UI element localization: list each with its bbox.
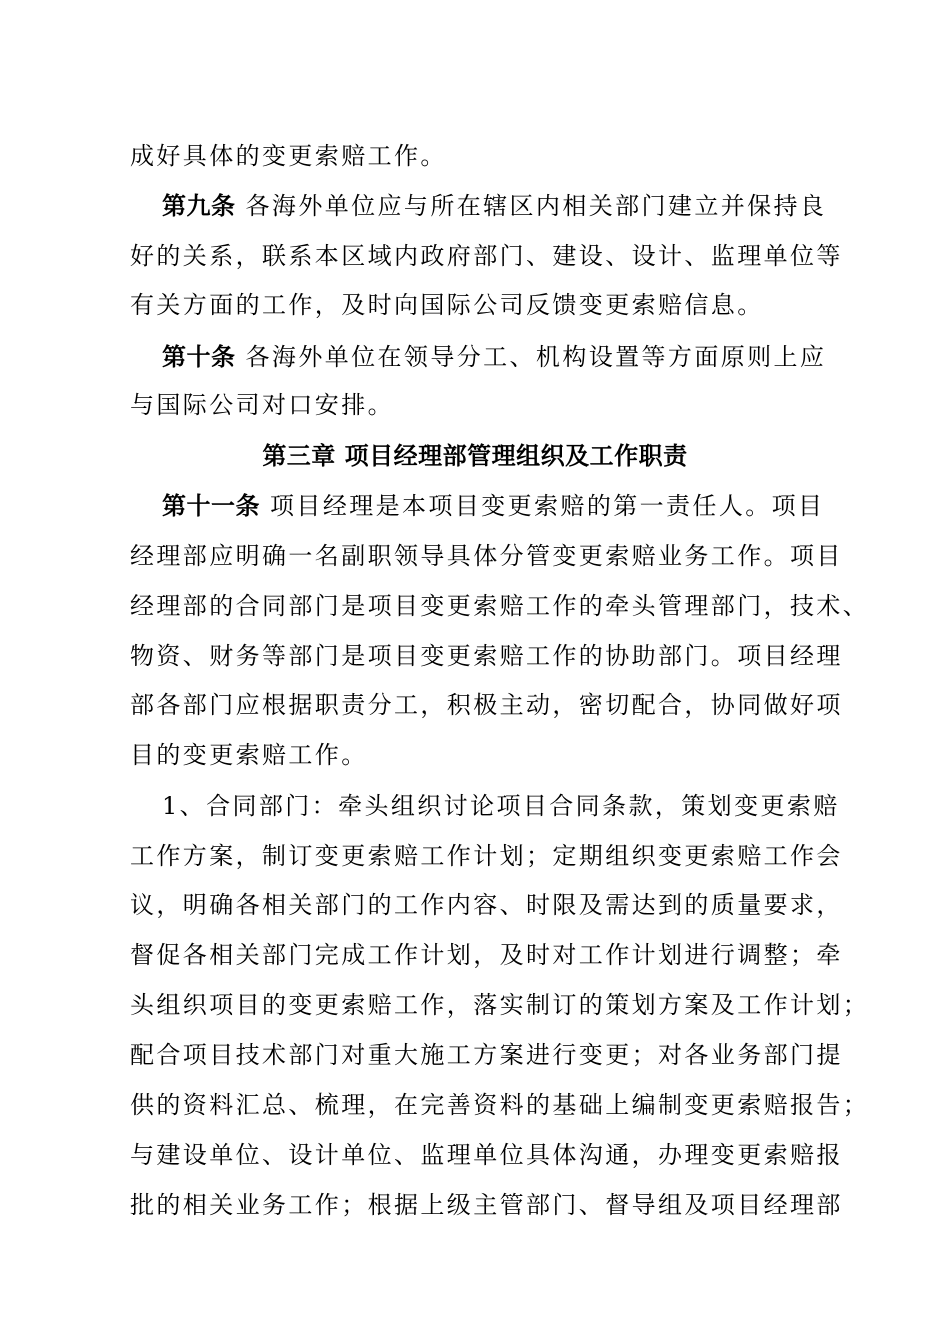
body-line <box>130 989 870 1021</box>
line-text: 与国际公司对口安排。 <box>130 391 394 419</box>
body-line <box>130 1189 850 1221</box>
body-line <box>130 840 850 872</box>
body-line <box>130 540 850 572</box>
line-text: 议，明确各相关部门的工作内容、时限及需达到的质量要求， <box>130 891 843 919</box>
article-11-first-line <box>162 490 850 522</box>
line-text: 成好具体的变更索赔工作。 <box>130 142 447 170</box>
body-line <box>130 140 850 172</box>
line-text: 物资、财务等部门是项目变更索赔工作的协助部门。项目经理 <box>130 642 843 670</box>
body-line <box>130 689 850 721</box>
line-text: 各海外单位在领导分工、机构设置等方面原则上应 <box>245 343 827 371</box>
line-text: 督促各相关部门完成工作计划，及时对工作计划进行调整；牵 <box>130 941 843 969</box>
line-text: 1、合同部门：牵头组织讨论项目合同条款，策划变更索赔 <box>162 792 840 820</box>
line-text: 有关方面的工作，及时向国际公司反馈变更索赔信息。 <box>130 291 764 319</box>
line-text: 好的关系，联系本区域内政府部门、建设、设计、监理单位等 <box>130 242 843 270</box>
line-text: 各海外单位应与所在辖区内相关部门建立并保持良 <box>245 192 827 220</box>
body-line <box>130 889 850 921</box>
article-9-label: 第九条 <box>162 192 236 220</box>
body-line <box>130 240 850 272</box>
line-text: 与建设单位、设计单位、监理单位具体沟通，办理变更索赔报 <box>130 1141 843 1169</box>
article-11-label: 第十一条 <box>162 492 260 520</box>
line-text: 项目经理是本项目变更索赔的第一责任人。项目 <box>270 492 825 520</box>
line-text: 经理部的合同部门是项目变更索赔工作的牵头管理部门，技术、 <box>130 592 870 620</box>
item-1-first-line <box>162 790 850 822</box>
line-text: 供的资料汇总、梳理，在完善资料的基础上编制变更索赔报告； <box>130 1091 870 1119</box>
body-line <box>130 1039 850 1071</box>
body-line <box>130 640 850 672</box>
line-text: 目的变更索赔工作。 <box>130 741 368 769</box>
line-text: 经理部应明确一名副职领导具体分管变更索赔业务工作。项目 <box>130 542 843 570</box>
line-text: 部各部门应根据职责分工，积极主动，密切配合，协同做好项 <box>130 691 843 719</box>
line-text: 配合项目技术部门对重大施工方案进行变更；对各业务部门提 <box>130 1041 843 1069</box>
article-10-label: 第十条 <box>162 343 236 371</box>
body-line <box>130 939 850 971</box>
body-line <box>130 590 870 622</box>
body-line <box>130 1089 870 1121</box>
body-line <box>130 1139 850 1171</box>
line-text: 头组织项目的变更索赔工作，落实制订的策划方案及工作计划； <box>130 991 870 1019</box>
line-text: 工作方案，制订变更索赔工作计划；定期组织变更索赔工作会 <box>130 842 843 870</box>
line-text: 批的相关业务工作；根据上级主管部门、督导组及项目经理部 <box>130 1191 843 1219</box>
chapter-title: 第三章 项目经理部管理组织及工作职责 <box>262 442 688 470</box>
article-10-first-line <box>162 341 850 373</box>
article-9-first-line <box>162 190 850 222</box>
body-line <box>130 739 850 771</box>
body-line <box>130 389 850 421</box>
body-line <box>130 289 850 321</box>
